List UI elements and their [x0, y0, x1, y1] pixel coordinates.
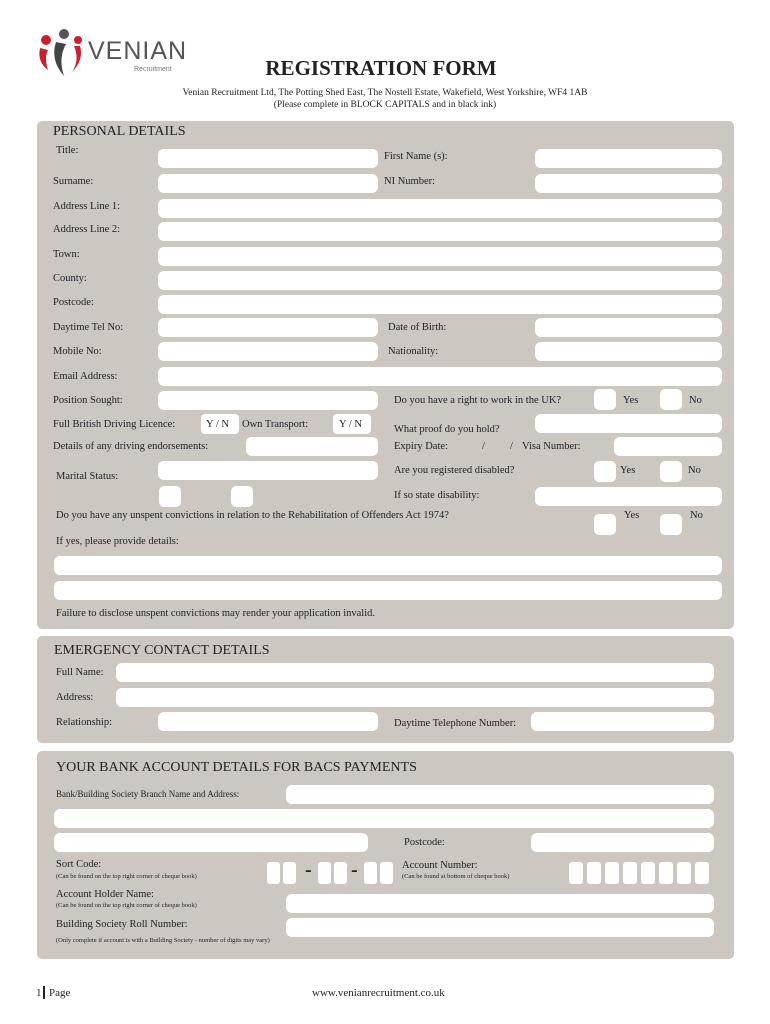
account-digit-2[interactable] — [587, 862, 601, 884]
bank-details-heading: YOUR BANK ACCOUNT DETAILS FOR BACS PAYMENTS — [56, 760, 417, 775]
logo-name: VENIAN — [88, 37, 188, 65]
page-label: Page — [49, 987, 71, 999]
daytime-tel-input[interactable] — [158, 318, 378, 337]
emergency-address-label: Address: — [56, 692, 94, 703]
disabled-yes-checkbox[interactable] — [594, 461, 616, 482]
emergency-contact-heading: EMERGENCY CONTACT DETAILS — [54, 643, 270, 658]
marital-option-box-1[interactable] — [159, 486, 181, 507]
marital-option-box-2[interactable] — [231, 486, 253, 507]
postcode-label: Postcode: — [53, 297, 94, 308]
daytime-tel-label: Daytime Tel No: — [53, 322, 124, 333]
account-holder-input[interactable] — [286, 894, 714, 913]
personal-details-heading: PERSONAL DETAILS — [53, 124, 186, 139]
driving-licence-yn: Y / N — [206, 419, 229, 430]
sort-code-digit-6[interactable] — [380, 862, 393, 884]
expiry-date-label: Expiry Date: — [394, 441, 448, 452]
town-label: Town: — [53, 249, 80, 260]
endorsements-input[interactable] — [246, 437, 378, 456]
relationship-input[interactable] — [158, 712, 378, 731]
daytime-phone-label: Daytime Telephone Number: — [394, 718, 517, 729]
disabled-label: Are you registered disabled? — [394, 465, 515, 476]
own-transport-label: Own Transport: — [242, 419, 309, 430]
page-number: 1 — [36, 987, 42, 999]
first-name-label: First Name (s): — [384, 151, 448, 162]
sort-code-digit-4[interactable] — [334, 862, 347, 884]
account-number-label: Account Number: — [402, 860, 478, 871]
account-digit-3[interactable] — [605, 862, 619, 884]
expiry-slash-1: / — [482, 441, 485, 452]
address-line2-label: Address Line 2: — [53, 224, 121, 235]
sort-code-dash-1: - — [305, 859, 312, 881]
convictions-label: Do you have any unspent convictions in relation to the Rehabilitation of Offenders Act 1974? — [56, 510, 449, 521]
marital-status-input[interactable] — [158, 461, 378, 480]
driving-licence-label: Full British Driving Licence: — [53, 419, 176, 430]
sort-code-digit-1[interactable] — [267, 862, 280, 884]
right-to-work-label: Do you have a right to work in the UK? — [394, 395, 562, 406]
expiry-slash-2: / — [510, 441, 513, 452]
daytime-phone-input[interactable] — [531, 712, 714, 731]
roll-number-note: (Only complete if account is with a Building Society - number of digits may vary) — [56, 937, 270, 944]
page-divider — [43, 986, 45, 999]
visa-number-label: Visa Number: — [522, 441, 581, 452]
state-disability-input[interactable] — [535, 487, 722, 506]
ni-number-label: NI Number: — [384, 176, 436, 187]
account-holder-note: (Can be found on the top right corner of cheque book) — [56, 902, 197, 909]
sort-code-digit-2[interactable] — [283, 862, 296, 884]
account-holder-label: Account Holder Name: — [56, 889, 154, 900]
address-line2-input[interactable] — [158, 222, 722, 241]
county-label: County: — [53, 273, 87, 284]
account-digit-7[interactable] — [677, 862, 691, 884]
emergency-full-name-label: Full Name: — [56, 667, 104, 678]
marital-status-label: Marital Status: — [56, 471, 119, 482]
branch-input-2[interactable] — [54, 809, 714, 828]
roll-number-input[interactable] — [286, 918, 714, 937]
own-transport-yn: Y / N — [339, 419, 362, 430]
nationality-label: Nationality: — [388, 346, 439, 357]
mobile-label: Mobile No: — [53, 346, 102, 357]
sort-code-digit-5[interactable] — [364, 862, 377, 884]
proof-input[interactable] — [535, 414, 722, 433]
position-sought-label: Position Sought: — [53, 395, 123, 406]
proof-label: What proof do you hold? — [394, 424, 500, 435]
account-digit-8[interactable] — [695, 862, 709, 884]
ni-number-input[interactable] — [535, 174, 722, 193]
sort-code-label: Sort Code: — [56, 859, 102, 870]
address-line1-input[interactable] — [158, 199, 722, 218]
surname-label: Surname: — [53, 176, 94, 187]
town-input[interactable] — [158, 247, 722, 266]
sort-code-dash-2: - — [351, 859, 358, 881]
emergency-address-input[interactable] — [116, 688, 714, 707]
conviction-details-input-1[interactable] — [54, 556, 722, 575]
endorsements-label: Details of any driving endorsements: — [53, 441, 209, 452]
email-input[interactable] — [158, 367, 722, 386]
convictions-yes-checkbox[interactable] — [594, 514, 616, 535]
relationship-label: Relationship: — [56, 717, 112, 728]
right-to-work-no-checkbox[interactable] — [660, 389, 682, 410]
convictions-no-checkbox[interactable] — [660, 514, 682, 535]
company-address: Venian Recruitment Ltd, The Potting Shed East, The Nostell Estate, Wakefield, West Yorkshire, WF4 1AB — [182, 88, 588, 98]
first-name-input[interactable] — [535, 149, 722, 168]
form-note: (Please complete in BLOCK CAPITALS and in black ink) — [273, 100, 497, 110]
form-title: REGISTRATION FORM — [265, 56, 497, 80]
mobile-input[interactable] — [158, 342, 378, 361]
dob-input[interactable] — [535, 318, 722, 337]
surname-input[interactable] — [158, 174, 378, 193]
website: www.venianrecruitment.co.uk — [312, 987, 445, 999]
right-to-work-no-label: No — [689, 395, 702, 406]
if-yes-label: If yes, please provide details: — [56, 536, 179, 547]
state-disability-label: If so state disability: — [394, 490, 480, 501]
emergency-full-name-input[interactable] — [116, 663, 714, 682]
disabled-no-label: No — [688, 465, 701, 476]
address-line1-label: Address Line 1: — [53, 201, 121, 212]
account-digit-5[interactable] — [641, 862, 655, 884]
bank-postcode-input[interactable] — [531, 833, 714, 852]
position-sought-input[interactable] — [158, 391, 378, 410]
sort-code-digit-3[interactable] — [318, 862, 331, 884]
title-label: Title: — [56, 145, 79, 156]
account-digit-4[interactable] — [623, 862, 637, 884]
account-digit-6[interactable] — [659, 862, 673, 884]
branch-label: Bank/Building Society Branch Name and Address: — [56, 789, 240, 799]
nationality-input[interactable] — [535, 342, 722, 361]
convictions-no-label: No — [690, 510, 703, 521]
failure-warning: Failure to disclose unspent convictions may render your application invalid. — [56, 608, 376, 619]
logo-sub: Recruitment — [134, 66, 172, 73]
disabled-no-checkbox[interactable] — [660, 461, 682, 482]
bank-postcode-label: Postcode: — [404, 837, 445, 848]
account-digit-1[interactable] — [569, 862, 583, 884]
roll-number-label: Building Society Roll Number: — [56, 919, 188, 930]
postcode-input[interactable] — [158, 295, 722, 314]
dob-label: Date of Birth: — [388, 322, 447, 333]
branch-input-1[interactable] — [286, 785, 714, 804]
disabled-yes-label: Yes — [620, 465, 636, 476]
conviction-details-input-2[interactable] — [54, 581, 722, 600]
right-to-work-yes-checkbox[interactable] — [594, 389, 616, 410]
visa-number-input[interactable] — [614, 437, 722, 456]
convictions-yes-label: Yes — [624, 510, 640, 521]
email-label: Email Address: — [53, 371, 118, 382]
title-input[interactable] — [158, 149, 378, 168]
county-input[interactable] — [158, 271, 722, 290]
right-to-work-yes-label: Yes — [623, 395, 639, 406]
account-number-note: (Can be found at bottom of cheque book) — [402, 873, 510, 880]
branch-input-3[interactable] — [54, 833, 368, 852]
sort-code-note: (Can be found on the top right corner of cheque book) — [56, 873, 197, 880]
